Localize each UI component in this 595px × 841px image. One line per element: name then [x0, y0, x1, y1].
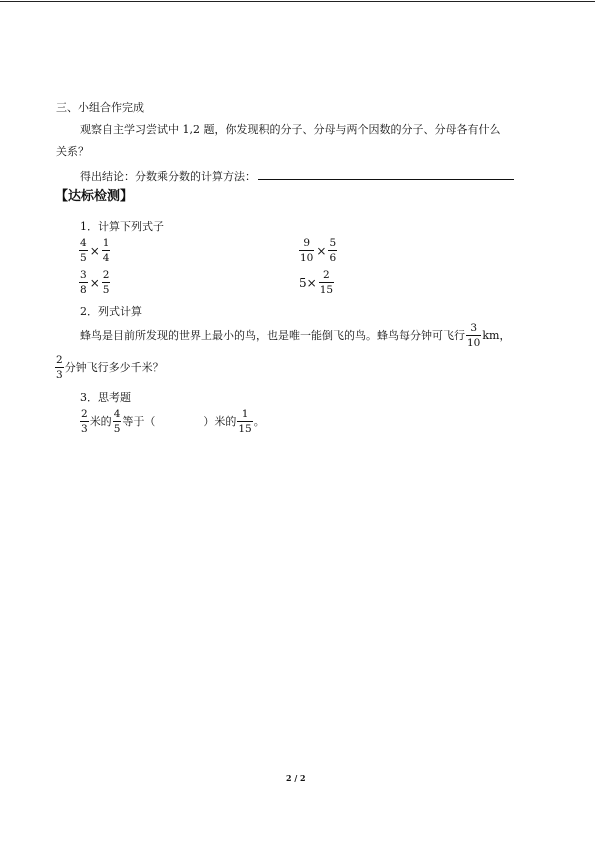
fraction: $\frac{2}{3}$ [56, 354, 63, 381]
question-title: 1．计算下列式子 [80, 220, 164, 233]
problem-text: 分钟飞行多少千米？ [64, 360, 164, 374]
thinking-problem-line [79, 408, 265, 435]
problem-text: 米的 [89, 414, 112, 428]
page-number: 2 / 2 [286, 773, 306, 783]
expression [78, 237, 111, 264]
expression [298, 269, 335, 296]
fraction: $\frac{5}{6}$ [329, 237, 337, 264]
word-problem-line [54, 354, 164, 381]
question-title: 2．列式计算 [80, 305, 142, 318]
operator: × [316, 243, 327, 258]
question-title: 3．思考题 [80, 391, 131, 404]
operator: × [89, 243, 100, 258]
operator: × [89, 275, 100, 290]
problem-text: 。 [253, 414, 265, 428]
answer-blank [258, 168, 514, 180]
unit-text: km， [482, 328, 511, 342]
fraction: $\frac{4}{5}$ [113, 408, 121, 435]
fraction: $\frac{1}{15}$ [238, 408, 252, 435]
fraction: $\frac{2}{15}$ [319, 269, 334, 296]
page-top-border [0, 1, 595, 2]
section-title: 三、小组合作完成 [56, 101, 144, 114]
conclusion-line [80, 168, 514, 184]
fraction: $\frac{2}{5}$ [102, 269, 110, 296]
conclusion-label: 得出结论：分数乘分数的计算方法： [80, 170, 256, 183]
fraction: $\frac{1}{4}$ [102, 237, 110, 264]
expression [78, 269, 111, 296]
word-problem-line [80, 322, 510, 349]
fraction: $\frac{3}{10}$ [467, 322, 481, 349]
section-heading: 【达标检测】 [55, 189, 134, 204]
expression [298, 237, 338, 264]
problem-text: 等于（ [122, 414, 156, 428]
fraction: $\frac{4}{5}$ [80, 237, 87, 264]
problem-text: ）米的 [203, 414, 237, 428]
paragraph-line: 关系？ [56, 145, 89, 158]
fraction: $\frac{2}{3}$ [81, 408, 88, 435]
paragraph-line: 观察自主学习尝试中 1,2 题，你发现积的分子、分母与两个因数的分子、分母各有什么 [80, 123, 501, 136]
fraction: $\frac{3}{8}$ [80, 269, 87, 296]
whole-number-times: 5× [299, 275, 317, 290]
fraction: $\frac{9}{10}$ [300, 237, 314, 264]
problem-text: 蜂鸟是目前所发现的世界上最小的鸟，也是唯一能倒飞的鸟。蜂鸟每分钟可飞行 [80, 328, 465, 342]
